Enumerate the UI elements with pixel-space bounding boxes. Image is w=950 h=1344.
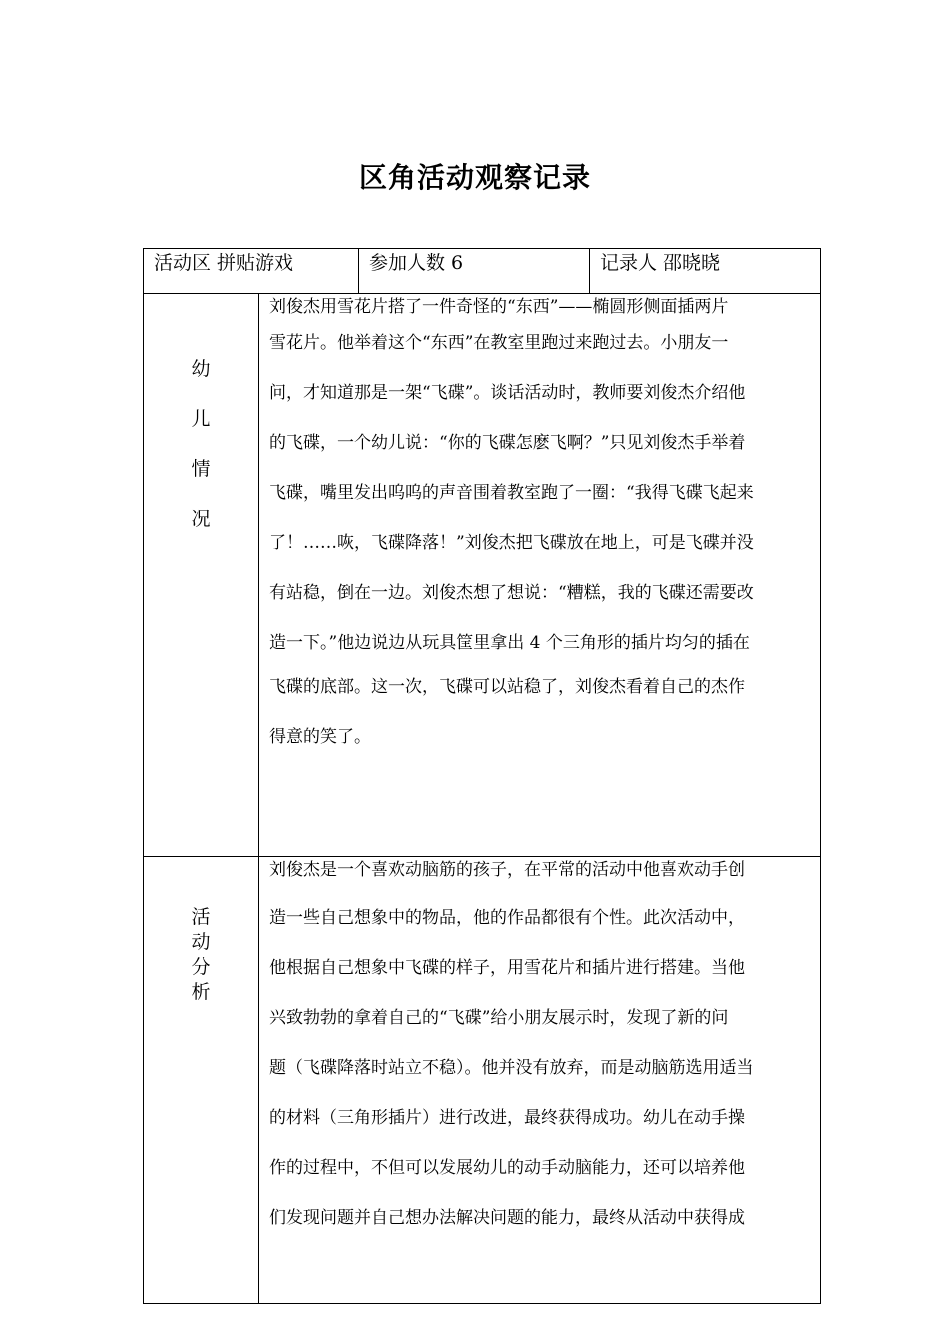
text-line: 雪花片。他举着这个“东西”在教室里跑过来跑过去。小朋友一	[269, 333, 729, 353]
text-line: 有站稳，倒在一边。刘俊杰想了想说：“糟糕，我的飞碟还需要改	[269, 583, 754, 603]
text-line: 兴致勃勃的拿着自己的“飞碟”给小朋友展示时，发现了新的问	[269, 1008, 729, 1028]
label-char: 幼	[191, 358, 211, 380]
recorder: 记录人 邵晓晓	[600, 252, 721, 274]
participant-count: 参加人数 6	[369, 252, 464, 274]
label-char: 分	[191, 956, 211, 978]
text-line: 刘俊杰是一个喜欢动脑筋的孩子，在平常的活动中他喜欢动手创	[269, 860, 745, 880]
text-line: 作的过程中，不但可以发展幼儿的动手动脑能力，还可以培养他	[269, 1158, 745, 1178]
text-line: 飞碟，嘴里发出呜呜的声音围着教室跑了一圈：“我得飞碟飞起来	[269, 483, 754, 503]
label-char: 析	[191, 981, 211, 1003]
text-line: 得意的笑了。	[269, 727, 371, 747]
observation-label	[144, 294, 259, 857]
observation-content	[259, 294, 821, 857]
text-line: 他根据自己想象中飞碟的样子，用雪花片和插片进行搭建。当他	[269, 958, 745, 978]
analysis-content	[259, 857, 821, 1304]
page-title: 区角活动观察记录	[358, 161, 591, 194]
text-line: 的飞碟，一个幼儿说：“你的飞碟怎麽飞啊？”只见刘俊杰手举着	[269, 433, 746, 453]
label-char: 活	[191, 906, 211, 928]
text-line: 题（飞碟降落时站立不稳）。他并没有放弃，而是动脑筋选用适当	[269, 1058, 754, 1078]
header-row	[144, 249, 821, 294]
analysis-row	[144, 857, 821, 1304]
analysis-label	[144, 857, 259, 1304]
text-line: 刘俊杰用雪花片搭了一件奇怪的“东西”——椭圆形侧面插两片	[269, 297, 729, 317]
label-char: 儿	[191, 408, 211, 430]
text-line: 飞碟的底部。这一次，飞碟可以站稳了，刘俊杰看着自己的杰作	[269, 677, 745, 697]
observation-row	[144, 294, 821, 857]
recorder-cell	[590, 249, 821, 294]
text-line: 造一下。”他边说边从玩具筐里拿出 4 个三角形的插片均匀的插在	[269, 633, 750, 653]
label-char: 况	[191, 508, 211, 530]
label-char: 情	[191, 458, 211, 480]
label-char: 动	[191, 931, 211, 953]
observation-record-table	[143, 248, 821, 1304]
text-line: 了！……咴，飞碟降落！”刘俊杰把飞碟放在地上，可是飞碟并没	[269, 533, 754, 553]
text-line: 问，才知道那是一架“飞碟”。谈话活动时，教师要刘俊杰介绍他	[269, 383, 746, 403]
text-line: 的材料（三角形插片）进行改进，最终获得成功。幼儿在动手操	[269, 1108, 745, 1128]
activity-area: 活动区 拼贴游戏	[154, 252, 294, 274]
text-line: 们发现问题并自己想办法解决问题的能力，最终从活动中获得成	[269, 1208, 745, 1228]
text-line: 造一些自己想象中的物品，他的作品都很有个性。此次活动中，	[269, 908, 745, 928]
activity-area-cell	[144, 249, 359, 294]
participants-cell	[359, 249, 590, 294]
